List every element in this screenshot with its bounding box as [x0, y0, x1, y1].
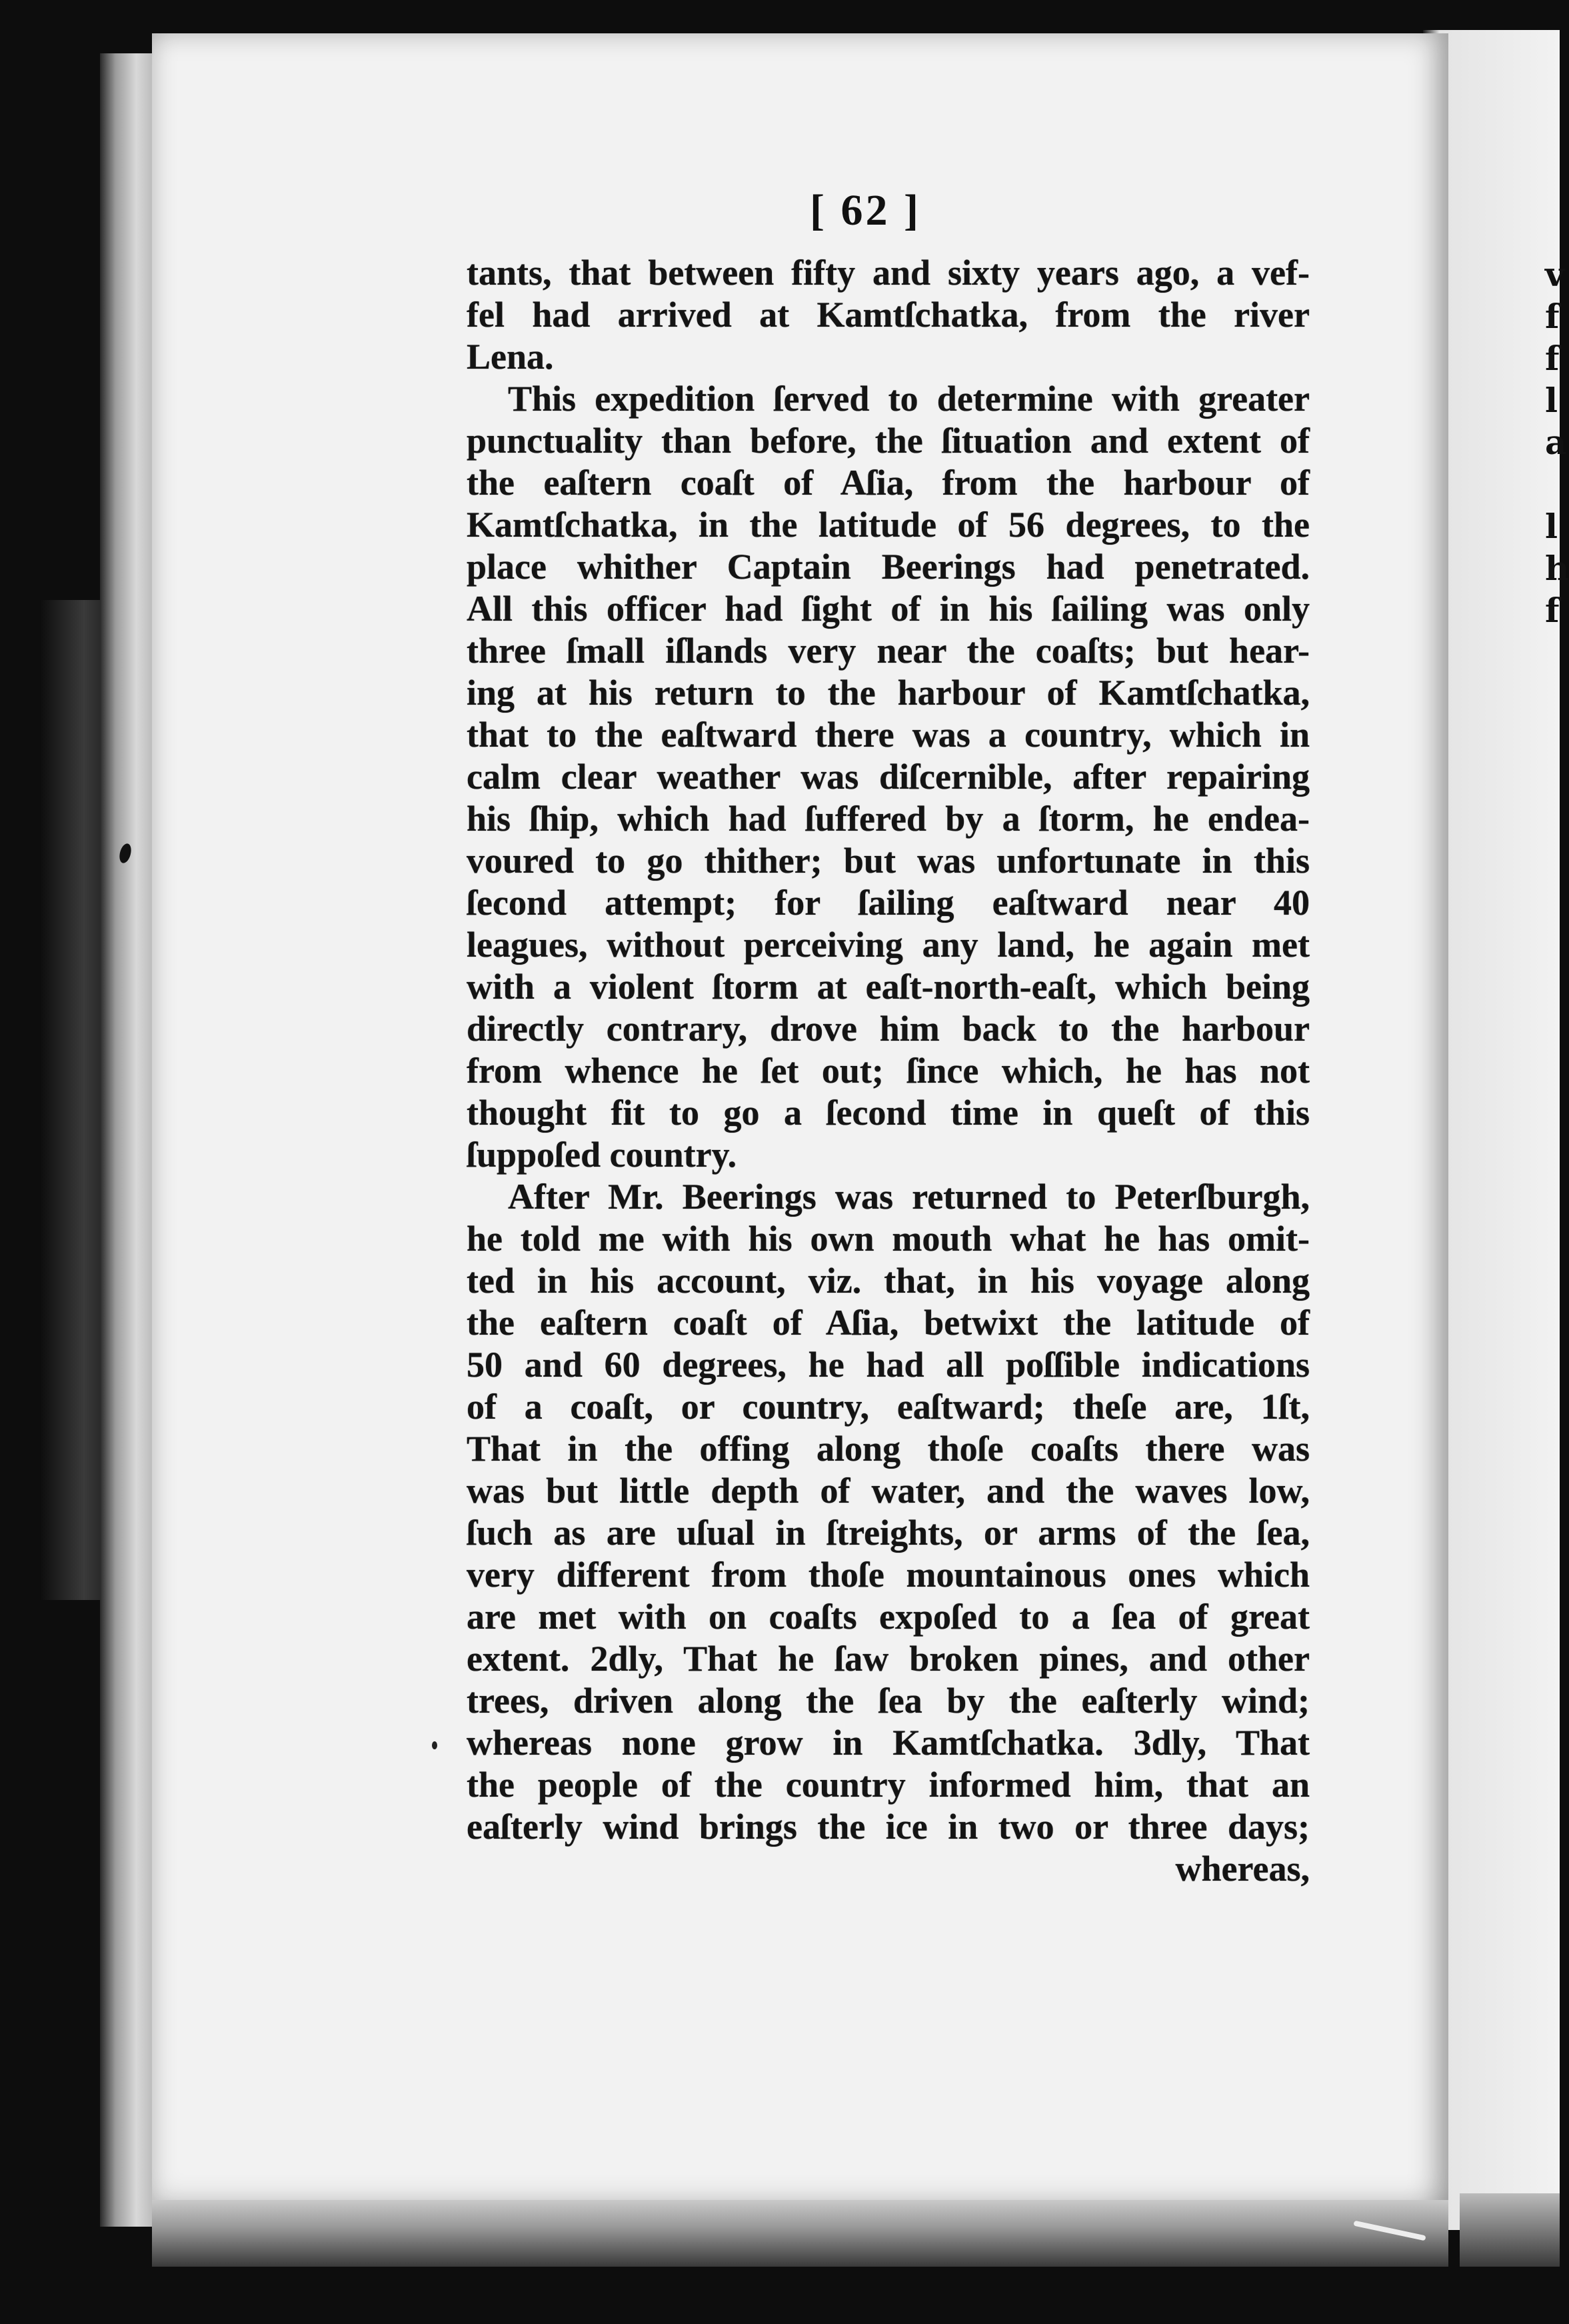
text-line: ſuch as are uſual in ſtreights, or arms of the ſea, — [467, 1513, 1310, 1553]
ink-dot — [432, 1741, 437, 1749]
text-line: This expedition ſerved to determine with greater — [508, 379, 1310, 419]
text-line: trees, driven along the ſea by the eaſterly wind; — [467, 1681, 1310, 1721]
text-line: All this officer had ſight of in his ſailing was only — [467, 589, 1310, 629]
facing-page-bottom-edge — [1460, 2193, 1560, 2267]
facing-page-glyph: a — [1545, 423, 1567, 462]
text-line: he told me with his own mouth what he has omit- — [467, 1219, 1310, 1259]
text-line: ing at his return to the harbour of Kamtſchatka, — [467, 673, 1310, 713]
text-line: ſecond attempt; for ſailing eaſtward near 40 — [467, 883, 1310, 923]
facing-page-text-fragment — [1545, 253, 1569, 631]
text-line: the eaſtern coaſt of Aſia, from the harbour of — [467, 463, 1310, 503]
text-line: of a coaſt, or country, eaſtward; theſe are, 1ſt, — [467, 1387, 1310, 1427]
text-line: place whither Captain Beerings had penetrated. — [467, 547, 1310, 587]
text-line: ted in his account, viz. that, in his voyage along — [467, 1261, 1310, 1301]
text-line: ſuppoſed country. — [467, 1135, 737, 1175]
text-line: That in the offing along thoſe coaſts there was — [467, 1429, 1310, 1469]
text-line: leagues, without perceiving any land, he again met — [467, 925, 1310, 965]
text-line: was but little depth of water, and the waves low, — [467, 1471, 1310, 1511]
text-line: very different from thoſe mountainous ones which — [467, 1555, 1310, 1595]
text-line: are met with on coaſts expoſed to a ſea of great — [467, 1597, 1310, 1637]
text-line: tants, that between fifty and sixty years ago, a vef- — [467, 253, 1310, 293]
facing-page-glyph — [1545, 463, 1565, 505]
text-line: the people of the country informed him, that an — [467, 1765, 1310, 1805]
facing-page-glyph: f — [1545, 339, 1560, 378]
text-line: Kamtſchatka, in the latitude of 56 degrees, to the — [467, 505, 1310, 545]
page-stack-edge — [100, 53, 152, 2227]
text-line: After Mr. Beerings was returned to Peterſburgh, — [508, 1177, 1310, 1217]
text-line: voured to go thither; but was unfortunate in this — [467, 841, 1310, 881]
page-number: [ 62 ] — [810, 186, 921, 235]
facing-page-glyph: f — [1545, 297, 1560, 336]
text-line: the eaſtern coaſt of Aſia, betwixt the latitude of — [467, 1303, 1310, 1343]
text-line: with a violent ſtorm at eaſt-north-eaſt, which being — [467, 967, 1310, 1007]
facing-page-glyph: h — [1545, 549, 1569, 588]
text-line: from whence he ſet out; ſince which, he has not — [467, 1051, 1310, 1091]
text-line: directly contrary, drove him back to the harbour — [467, 1009, 1310, 1049]
text-line: calm clear weather was diſcernible, after repairing — [467, 757, 1310, 797]
facing-page-glyph: f — [1545, 591, 1560, 630]
text-line: thought fit to go a ſecond time in queſt of this — [467, 1093, 1310, 1133]
text-line: Lena. — [467, 337, 554, 377]
text-line: punctuality than before, the ſituation and extent of — [467, 421, 1310, 461]
page-bottom-edge — [152, 2200, 1448, 2267]
text-line: whereas none grow in Kamtſchatka. 3dly, That — [467, 1723, 1310, 1763]
text-line: 50 and 60 degrees, he had all poſſible indications — [467, 1345, 1310, 1385]
text-line: that to the eaſtward there was a country, which in — [467, 715, 1310, 755]
catchword: whereas, — [1175, 1849, 1310, 1889]
body-text — [467, 252, 1310, 1890]
text-line: eaſterly wind brings the ice in two or three days; — [467, 1807, 1310, 1847]
text-line: three ſmall iſlands very near the coaſts; but hear- — [467, 631, 1310, 671]
text-line: his ſhip, which had ſuffered by a ſtorm, he endea- — [467, 799, 1310, 839]
facing-page-glyph: l — [1545, 507, 1558, 546]
facing-page-glyph: l — [1545, 381, 1558, 420]
text-line: fel had arrived at Kamtſchatka, from the river — [467, 295, 1310, 335]
facing-page-glyph: v — [1545, 255, 1565, 294]
text-line: extent. 2dly, That he ſaw broken pines, and other — [467, 1639, 1310, 1679]
